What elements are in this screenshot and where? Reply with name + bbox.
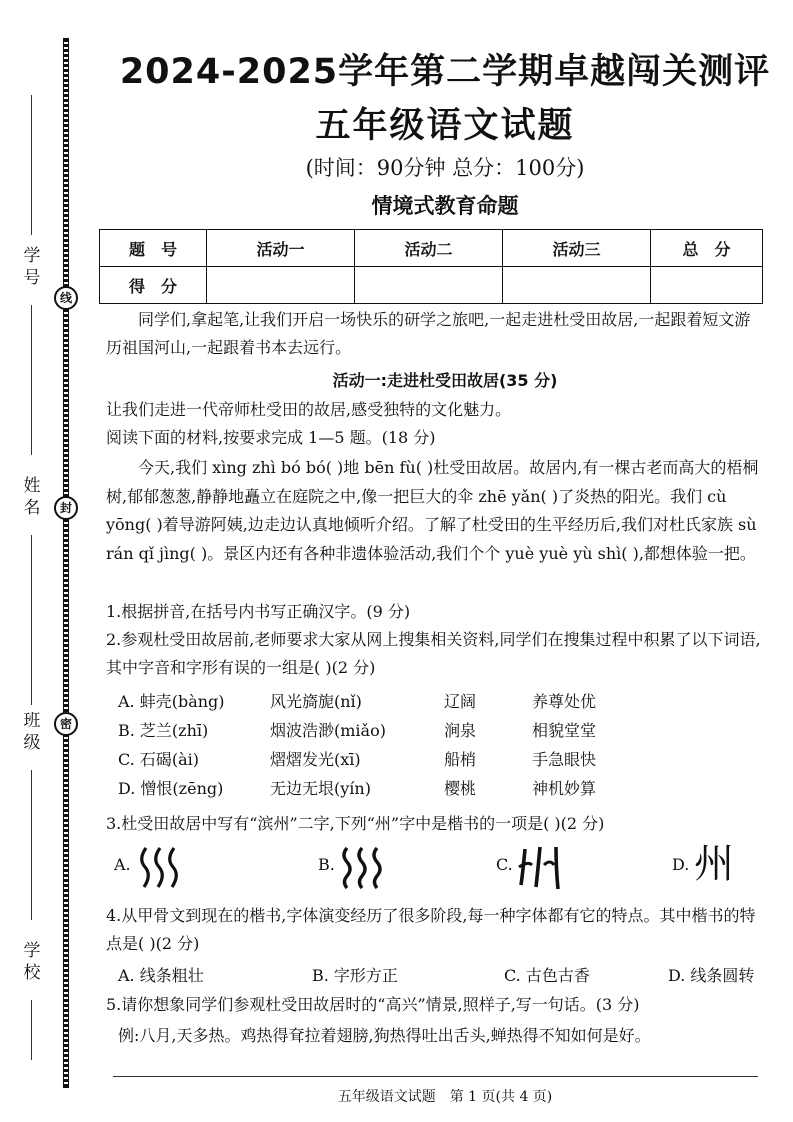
oracle-zhou-glyph-icon	[136, 845, 184, 891]
binding-line	[63, 38, 69, 1088]
q2-a-word2: 风光旖旎(nǐ)	[270, 692, 362, 711]
q2-a-word3: 辽阔	[444, 692, 477, 711]
score-header-cell: 总 分	[651, 230, 763, 267]
reading-passage: 今天,我们 xìng zhì bó bó( )地 bēn fù( )杜受田故居。故居内,有一棵古老而高大的梧桐树,郁郁葱葱,静静地矗立在庭院之中,像一把巨大的伞 zhē yǎn( )了炎热的阳光。我们 cù yōng( )着导游阿姨,边走边认真地倾听介绍。了解了杜受田的生平经历后,我们对杜氏家族 sù rán qǐ jìng( )。景区内还有各种非遗体验活动,我们个个 yuè yuè yù shì( ),都想体验一把。	[106, 458, 759, 563]
score-header-cell: 活动三	[503, 230, 651, 267]
exam-subtitle: 五年级语文试题	[315, 106, 575, 146]
q3-option-a-label: A.	[114, 855, 131, 874]
q3-option-b-label: B.	[318, 855, 335, 874]
q3-option-c-label: C.	[496, 855, 513, 874]
q4-option-d[interactable]: D. 线条圆转	[668, 966, 755, 985]
q4-option-a[interactable]: A. 线条粗壮	[118, 966, 204, 985]
q2-b-word1: B. 芝兰(zhī)	[118, 721, 209, 740]
q4-option-b[interactable]: B. 字形方正	[312, 966, 398, 985]
activity1-description: 让我们走进一代帝师杜受田的故居,感受独特的文化魅力。	[106, 400, 512, 419]
side-rule	[31, 535, 32, 705]
side-rule	[31, 770, 32, 920]
intro-paragraph: 同学们,拿起笔,让我们开启一场快乐的研学之旅吧,一起走进杜受田故居,一起跟着短文游历祖国河山,一起跟着书本去远行。	[106, 310, 751, 357]
activity1-title: 活动一:走进杜受田故居(35 分)	[332, 371, 558, 390]
q2-c-word2: 熠熠发光(xī)	[270, 750, 361, 769]
footer-divider	[113, 1076, 758, 1077]
q2-c-word1: C. 石碣(ài)	[118, 750, 199, 769]
score-row-label: 得 分	[100, 267, 207, 304]
reading-instruction: 阅读下面的材料,按要求完成 1—5 题。(18 分)	[106, 428, 436, 447]
page-footer: 五年级语文试题 第 1 页(共 4 页)	[337, 1089, 553, 1105]
q2-c-word4: 手急眼快	[532, 750, 597, 769]
q3-option-d-label: D.	[672, 855, 690, 874]
score-header-cell: 活动一	[207, 230, 355, 267]
q5-example: 例:八月,天多热。鸡热得耷拉着翅膀,狗热得吐出舌头,蝉热得不知如何是好。	[118, 1026, 651, 1045]
q2-a-word1: A. 蚌壳(bàng)	[118, 692, 225, 711]
seal-script-zhou-glyph-icon	[516, 845, 568, 891]
q2-b-word2: 烟波浩渺(miǎo)	[270, 721, 386, 740]
q2-d-word1: D. 憎恨(zēng)	[118, 779, 224, 798]
time-info: (时间：90分钟 总分：100分)	[305, 156, 585, 180]
score-cell[interactable]	[355, 267, 503, 304]
q2-d-word2: 无边无垠(yín)	[270, 779, 371, 798]
question-5: 5.请你想象同学们参观杜受田故居时的“高兴”情景,照样子,写一句话。(3 分)	[106, 995, 640, 1014]
score-table-row	[100, 267, 763, 304]
question-3: 3.杜受田故居中写有“滨州”二字,下列“州”字中是楷书的一项是( )(2 分)	[106, 814, 605, 833]
q2-d-word3: 樱桃	[444, 779, 477, 798]
side-label-school: 学 校	[23, 941, 41, 983]
score-cell[interactable]	[503, 267, 651, 304]
q2-c-word3: 船梢	[444, 750, 477, 769]
seal-secret: 密	[54, 712, 78, 736]
bronze-zhou-glyph-icon	[338, 845, 388, 891]
question-4: 4.从甲骨文到现在的楷书,字体演变经历了很多阶段,每一种字体都有它的特点。其中楷书的特点是( )(2 分)	[106, 906, 756, 953]
side-rule	[31, 95, 32, 235]
score-header-cell: 活动二	[355, 230, 503, 267]
question-2: 2.参观杜受田故居前,老师要求大家从网上搜集相关资料,同学们在搜集过程中积累了以下词语,其中字音和字形有误的一组是( )(2 分)	[106, 630, 761, 677]
seal-line: 线	[54, 286, 78, 310]
score-cell[interactable]	[207, 267, 355, 304]
exam-title: 2024-2025学年第二学期卓越闯关测评	[119, 52, 771, 92]
side-label-name: 姓 名	[23, 476, 41, 518]
q2-a-word4: 养尊处优	[532, 692, 597, 711]
seal-seal: 封	[54, 496, 78, 520]
score-cell[interactable]	[651, 267, 763, 304]
side-label-class: 班 级	[23, 711, 41, 753]
score-table-header	[100, 230, 763, 267]
q4-option-c[interactable]: C. 古色古香	[504, 966, 590, 985]
exam-tag: 情境式教育命题	[371, 194, 519, 218]
q2-d-word4: 神机妙算	[532, 779, 597, 798]
side-label-student-id: 学 号	[23, 246, 41, 288]
side-rule	[31, 1000, 32, 1060]
question-1: 1.根据拼音,在括号内书写正确汉字。(9 分)	[106, 602, 411, 621]
regular-script-zhou-glyph-icon: 州	[694, 841, 734, 887]
score-header-cell: 题 号	[100, 230, 207, 267]
q2-b-word3: 涧泉	[444, 721, 477, 740]
q2-b-word4: 相貌堂堂	[532, 721, 597, 740]
side-rule	[31, 305, 32, 455]
score-table	[99, 229, 763, 304]
